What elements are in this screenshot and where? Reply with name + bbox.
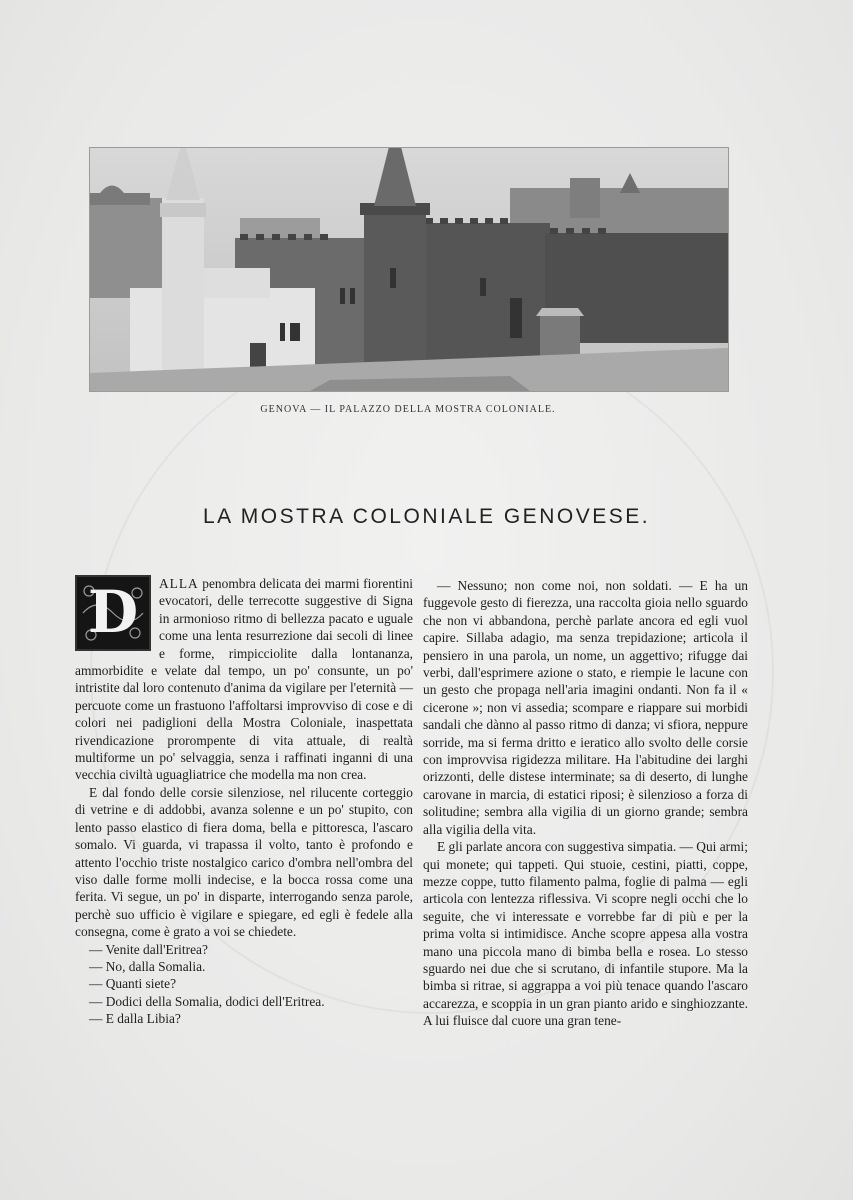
right-column xyxy=(423,577,748,1030)
dropcap-letter: D xyxy=(87,578,139,647)
paragraph-4: E gli parlate ancora con suggestiva simpatia. — Qui armi; qui monete; qui tappeti. Qui stuoie, cestini, piatti, coppe, mezze coppe, tutto filamento palma, foglie di palma — egli articola con lentezza riflessiva. Vi scopre negli occhi che lo seguite, che vi interessate e vorrebbe far di più e per la prima volta si intimidisce. Anche scopre appesa alla vostra mano una piccola mano di bimba bella e rosea. Lo stesso sguardo nei due che si scrutano, di infantile stupore. Ma la bimba si ritrae, si aggrappa a voi più tenace quando l'ascaro accarezza, e scoppia in un gran pianto arido e singhiozzante. A lui fluisce dal cuore una gran tene- xyxy=(423,839,748,1029)
article-title: LA MOSTRA COLONIALE GENOVESE. xyxy=(202,505,651,528)
paragraph-1-text: penombra delicata dei marmi fiorentini evocatori, delle terrecotte suggestive di Signa in armonioso ritmo di bellezza pacato e uguale come una lenta resurrezione dai secoli di linee e forme, rimpicciolite dalla lontananza, ammorbidite e velate dal tempo, un po' consunte, un po' intristite dal loro contenuto d'anima da vigilare per l'eternità — percuote come un frastuono l'affoltarsi improvviso di cose e di colori nei padiglioni della Mostra Coloniale, inaspettata rivendicazione prorompente di vita attuale, di realtà multiforme un po' selvaggia, senza i raffinati inganni di una vecchia civiltà uguagliatrice che modella ma non crea. xyxy=(75,576,413,783)
dialogue-line-3: — Quanti siete? xyxy=(89,976,177,992)
dialogue-line-2: — No, dalla Somalia. xyxy=(89,958,206,974)
palace-photograph xyxy=(89,147,729,392)
dialogue-line-4: — Dodici della Somalia, dodici dell'Eritrea. xyxy=(89,993,325,1009)
dropcap-initial xyxy=(75,575,151,651)
paragraph-1 xyxy=(75,575,413,784)
first-word: ALLA xyxy=(159,576,199,591)
dialogue-line-1: — Venite dall'Eritrea? xyxy=(89,941,208,957)
photo-caption: GENOVA — IL PALAZZO DELLA MOSTRA COLONIALE. xyxy=(260,404,556,415)
dialogue-line-5: — E dalla Libia? xyxy=(89,1011,181,1027)
paragraph-3: — Nessuno; non come noi, non soldati. — E ha un fuggevole gesto di fierezza, una raccolta gioia nello sguardo che non vi abbandona, perchè parlate ancora ed egli vuol capire. Sillaba adagio, ma senza trepidazione; articola il pensiero in una parola, un nome, un aggettivo; rifugge dai verbi, dall'esprimere azione o stato, e riempie le lacune con un gesto che propaga nell'aria imagini ondanti. Non fa il « cicerone »; non vi assedia; scompare e riappare sui morbidi sandali che dànno al passo ritmo di danza; vi sfiora, neppure sorride, ma si ferma dritto e ieratico allo svolto delle corsie con improvvisa rigidezza militare. Ha l'abitudine dei larghi orizzonti, delle distese interminate; sa di deserto, di lunghe carovane in marcia, di estatici riposi; è silenzioso a forza di solitudine; sembra alla vigilia di un giorno grande; sembra alla vigilia della vita. xyxy=(423,578,748,837)
castle-photo-icon xyxy=(90,148,728,391)
left-column xyxy=(75,575,413,1028)
paragraph-2: E dal fondo delle corsie silenziose, nel rilucente corteggio di vetrine e di addobbi, avanza solenne e un po' stupito, con lento passo elastico di fiera doma, bella e pittoresca, l'ascaro somalo. Vi guarda, vi trapassa il volto, tanto è profondo e attento l'occhio triste nostalgico carico d'ombra nell'ombra del viso dalle forme molli indecise, e la bocca rossa come una ferita. Vi segue, un po' in disparte, interrogando senza parole, perchè suo ufficio è vigilare e spiegare, ed egli è fedele alla consegna, come è grato a voi se chiedete. xyxy=(75,784,413,940)
